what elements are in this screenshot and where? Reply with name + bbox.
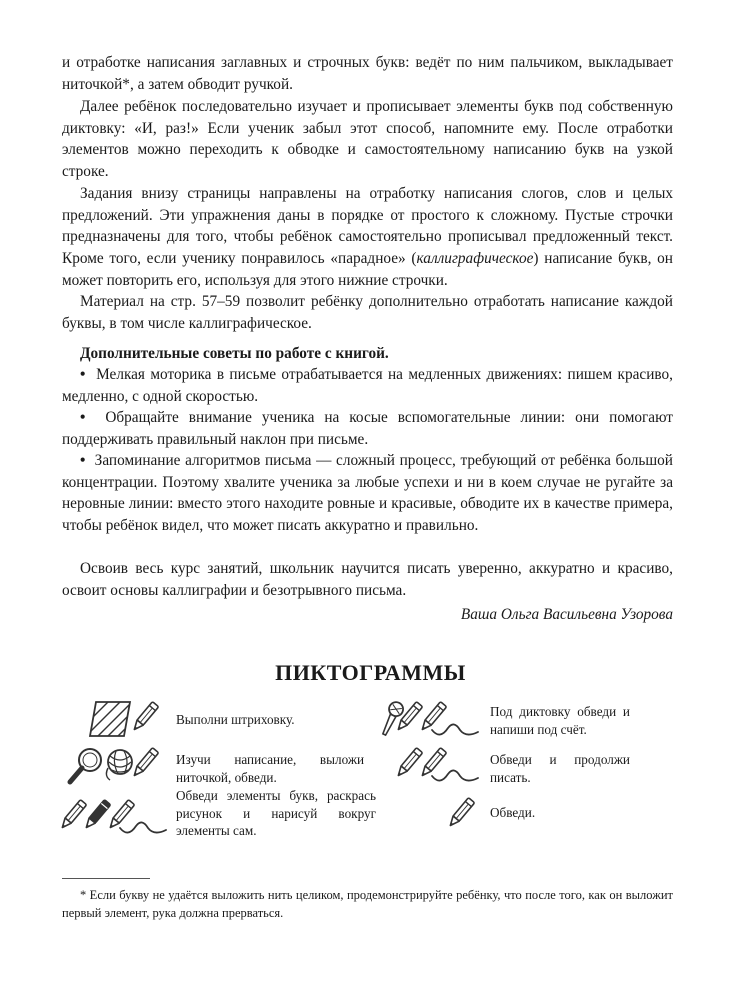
signature: Ваша Ольга Васильевна Узорова — [460, 606, 673, 623]
tip-item: • Запоминание алгоритмов письма — сложный процесс, требующий от ребёнка большой концентрации. Поэтому хвалите ученика за любые успехи и ни в коем случае не ругайте за неровные линии: вместо этого находите ровные и красивые, обводите их в качестве примера, чтобы ребёнок видел, что может писать аккуратно и правильно. — [62, 452, 673, 535]
footnote: * Если букву не удаётся выложить нить целиком, продемонстрируйте ребёнку, что после того, как он выложит первый элемент, рука должна прерваться. — [62, 888, 673, 920]
paragraph-3: Задания внизу страницы направлены на отработку написания слогов, слов и целых предложений. Эти упражнения даны в порядке от простого к сложному. Пустые строчки предназначены для того, чтобы ребёнок самостоятельно прописывал предложенный текст. Кроме того, если ученику понравилось «парадное» (каллиграфическое) написание букв, он может повторить его, используя для этого нижние строчки. — [62, 185, 673, 289]
pencil-icon — [130, 698, 164, 742]
pencil-icon — [448, 794, 478, 838]
footnote-divider — [62, 878, 150, 879]
tip-item: • Мелкая моторика в письме отрабатывается на медленных движениях: пишем красиво, медленно, с одной скоростью. — [62, 366, 673, 405]
pencil-icon — [130, 744, 164, 788]
pictogram-label: Под диктовку обведи и напиши под счёт. — [490, 704, 630, 737]
pictogram-label: Изучи написание, выложи ниточкой, обведи. — [176, 752, 364, 785]
pictograms-title: ПИКТОГРАММЫ — [275, 660, 466, 685]
pictogram-label: Обведи. — [490, 805, 536, 820]
squiggle-icon — [430, 716, 480, 740]
squiggle-icon — [118, 814, 168, 838]
pictogram-label: Выполни штриховку. — [176, 712, 295, 727]
paragraph-2: Далее ребёнок последовательно изучает и прописывает элементы букв под собственную диктовку: «И, раз!» Если ученик забыл этот способ, напомните ему. После отработки элементов можно переходить к обводке и самостоятельному написанию букв на узкой строке. — [62, 98, 673, 181]
squiggle-icon — [430, 762, 480, 786]
tips-heading: Дополнительные советы по работе с книгой. — [80, 345, 389, 362]
pictogram-label: Обведи и продолжи писать. — [490, 752, 630, 785]
paragraph-1: и отработке написания заглавных и строчных букв: ведёт по ним пальчиком, выкладывает ниточкой*, а затем обводит ручкой. — [62, 54, 673, 93]
paragraph-4: Материал на стр. 57–59 позволит ребёнку дополнительно отработать написание каждой буквы, в том числе каллиграфическое. — [62, 293, 673, 332]
closing-paragraph: Освоив весь курс занятий, школьник научится писать уверенно, аккуратно и красиво, освоит основы каллиграфии и безотрывного письма. — [62, 560, 673, 599]
tip-item: • Обращайте внимание ученика на косые вспомогательные линии: они помогают поддерживать правильный наклон при письме. — [62, 409, 673, 448]
pictogram-label: Обведи элементы букв, раскрась рисунок и нарисуй вокруг элементы сам. — [176, 788, 376, 838]
